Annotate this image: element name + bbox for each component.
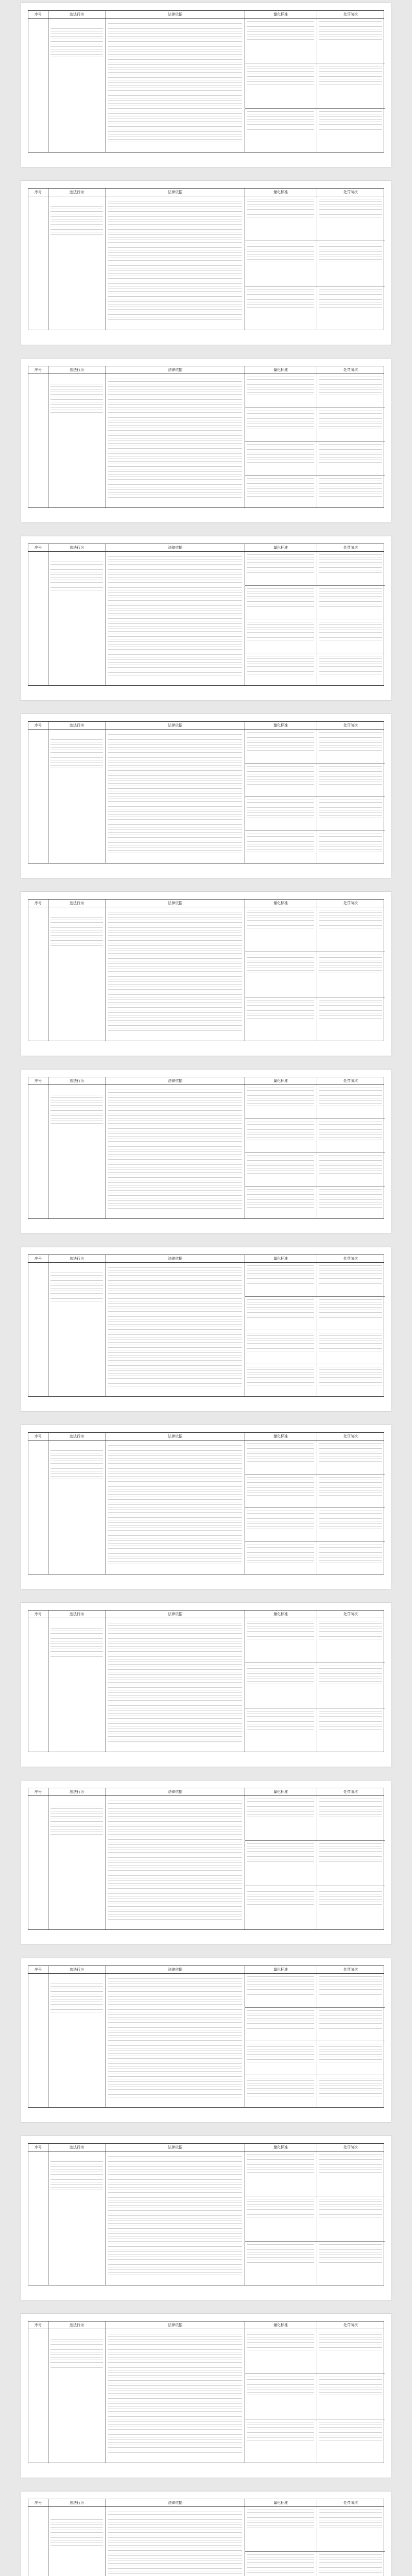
regulation-table — [28, 1610, 384, 1752]
table-header-cell: 量化标准 — [273, 1612, 288, 1616]
row-divider — [245, 1507, 385, 1508]
table-cell-text — [319, 1299, 382, 1320]
table-cell-text — [247, 2554, 314, 2575]
table-cell-text — [247, 1711, 314, 1732]
table-cell-text — [247, 800, 314, 820]
table-header-cell: 量化标准 — [273, 190, 288, 194]
document-page — [21, 2314, 391, 2478]
table-cell-text — [247, 478, 314, 499]
row-divider — [245, 108, 385, 109]
table-header-cell: 量化标准 — [273, 2145, 288, 2149]
table-cell-text — [108, 1801, 242, 1920]
table-cell-text — [108, 2512, 242, 2576]
regulation-table — [28, 1077, 384, 1219]
table-header-cell: 量化标准 — [273, 723, 288, 727]
document-page — [21, 1425, 391, 1589]
table-cell-text — [247, 1889, 314, 1909]
document-page — [21, 714, 391, 878]
table-cell-text — [319, 656, 382, 676]
table-header-cell: 序号 — [35, 2323, 42, 2327]
table-cell-text — [319, 111, 382, 132]
table-cell-text — [319, 1122, 382, 1142]
table-header-cell: 违法行为 — [70, 1434, 84, 1438]
table-cell-text — [247, 411, 314, 431]
table-cell-text — [50, 739, 103, 770]
table-header-cell: 处罚阶次 — [344, 2501, 358, 2505]
table-header-cell: 违法行为 — [70, 2323, 84, 2327]
table-cell-text — [247, 1189, 314, 1210]
table-cell-text — [319, 478, 382, 499]
table-header-cell: 量化标准 — [273, 546, 288, 550]
table-cell-text — [319, 1000, 382, 1021]
regulation-table — [28, 2321, 384, 2463]
table-header-cell: 法律依据 — [168, 1790, 182, 1794]
table-cell-text — [247, 1621, 314, 1641]
table-cell-text — [50, 1984, 103, 2014]
table-cell-text — [247, 1666, 314, 1686]
table-cell-text — [108, 2156, 242, 2276]
table-header-cell: 违法行为 — [70, 190, 84, 194]
table-cell-text — [108, 912, 242, 1031]
table-cell-text — [319, 66, 382, 87]
table-cell-text — [319, 21, 382, 42]
document-page — [21, 1247, 391, 1411]
table-header-cell: 法律依据 — [168, 1612, 182, 1616]
table-cell-text — [319, 1333, 382, 1353]
table-cell-text — [319, 2422, 382, 2443]
table-header-cell: 违法行为 — [70, 901, 84, 905]
table-cell-text — [247, 1155, 314, 1176]
table-header-cell: 处罚阶次 — [344, 1434, 358, 1438]
row-divider — [245, 1296, 385, 1297]
table-header-cell: 序号 — [35, 2145, 42, 2149]
table-cell-text — [247, 21, 314, 42]
table-header-cell: 处罚阶次 — [344, 723, 358, 727]
document-page — [21, 1781, 391, 1944]
table-cell-text — [319, 2554, 382, 2575]
table-header-cell: 序号 — [35, 723, 42, 727]
table-header-cell: 违法行为 — [70, 1968, 84, 1972]
table-header-cell: 法律依据 — [168, 190, 182, 194]
table-cell-text — [50, 1628, 103, 1659]
table-cell-text — [319, 1711, 382, 1732]
table-cell-text — [319, 2510, 382, 2530]
table-cell-text — [247, 2199, 314, 2219]
table-cell-text — [319, 1367, 382, 1387]
table-header-cell: 量化标准 — [273, 1968, 288, 1972]
table-cell-text — [319, 1621, 382, 1641]
table-header-cell: 序号 — [35, 546, 42, 550]
table-header-cell: 序号 — [35, 368, 42, 372]
regulation-table — [28, 1788, 384, 1930]
regulation-table — [28, 10, 384, 152]
row-divider — [245, 585, 385, 586]
table-cell-text — [319, 588, 382, 609]
document-page — [21, 3, 391, 167]
table-header-cell: 序号 — [35, 12, 42, 16]
table-cell-text — [319, 444, 382, 465]
table-header-cell: 量化标准 — [273, 2501, 288, 2505]
table-cell-text — [247, 554, 314, 575]
row-divider — [245, 1541, 385, 1542]
table-header-cell: 序号 — [35, 901, 42, 905]
table-cell-text — [50, 2339, 103, 2370]
table-header-cell: 量化标准 — [273, 2323, 288, 2327]
table-header-cell: 违法行为 — [70, 2501, 84, 2505]
table-cell-text — [247, 910, 314, 930]
table-header-cell: 法律依据 — [168, 1968, 182, 1972]
table-cell-text — [319, 2332, 382, 2352]
table-header-cell: 法律依据 — [168, 2145, 182, 2149]
table-cell-text — [247, 1545, 314, 1565]
table-header-cell: 量化标准 — [273, 901, 288, 905]
table-cell-text — [319, 411, 382, 431]
regulation-table — [28, 2499, 384, 2576]
regulation-table — [28, 899, 384, 1041]
table-cell-text — [319, 1511, 382, 1531]
table-cell-text — [247, 1367, 314, 1387]
regulation-table — [28, 188, 384, 330]
table-header-cell: 处罚阶次 — [344, 368, 358, 372]
table-cell-text — [247, 2244, 314, 2265]
table-cell-text — [319, 1189, 382, 1210]
table-header-cell: 处罚阶次 — [344, 1257, 358, 1261]
table-cell-text — [247, 2510, 314, 2530]
table-cell-text — [319, 1843, 382, 1864]
row-divider — [245, 2551, 385, 2552]
regulation-table — [28, 1965, 384, 2108]
table-header-cell: 序号 — [35, 1790, 42, 1794]
table-cell-text — [50, 917, 103, 948]
table-cell-text — [247, 834, 314, 854]
table-cell-text — [319, 800, 382, 820]
table-header-cell: 处罚阶次 — [344, 2145, 358, 2149]
regulation-table — [28, 1255, 384, 1397]
table-header-cell: 法律依据 — [168, 2501, 182, 2505]
document-page — [21, 1958, 391, 2122]
table-cell-text — [319, 910, 382, 930]
row-divider — [245, 2241, 385, 2242]
table-header-cell: 量化标准 — [273, 368, 288, 372]
table-cell-text — [247, 2044, 314, 2064]
table-cell-text — [108, 379, 242, 498]
table-header-cell: 处罚阶次 — [344, 1790, 358, 1794]
table-cell-text — [319, 622, 382, 642]
table-header-cell: 违法行为 — [70, 368, 84, 372]
table-cell-text — [319, 1666, 382, 1686]
table-cell-text — [247, 2078, 314, 2098]
table-header-cell: 处罚阶次 — [344, 12, 358, 16]
table-header-cell: 法律依据 — [168, 1257, 182, 1261]
table-cell-text — [319, 1088, 382, 1108]
table-cell-text — [247, 377, 314, 397]
table-cell-text — [108, 1978, 242, 2098]
table-cell-text — [108, 1267, 242, 1387]
table-header-cell: 违法行为 — [70, 12, 84, 16]
table-header-cell: 违法行为 — [70, 1612, 84, 1616]
document-page — [21, 1070, 391, 1233]
table-cell-text — [247, 2010, 314, 2031]
table-cell-text — [319, 1799, 382, 1819]
table-header-cell: 处罚阶次 — [344, 546, 358, 550]
table-cell-text — [247, 111, 314, 132]
table-cell-text — [319, 766, 382, 787]
table-cell-text — [247, 444, 314, 465]
table-cell-text — [108, 201, 242, 320]
table-cell-text — [108, 734, 242, 854]
table-header-cell: 处罚阶次 — [344, 1612, 358, 1616]
table-cell-text — [319, 2154, 382, 2175]
table-cell-text — [319, 2199, 382, 2219]
table-cell-text — [319, 955, 382, 975]
table-cell-text — [319, 1265, 382, 1286]
document-page — [21, 892, 391, 1056]
table-cell-text — [319, 1545, 382, 1565]
table-header-cell: 法律依据 — [168, 723, 182, 727]
table-cell-text — [319, 1155, 382, 1176]
table-cell-text — [319, 732, 382, 753]
table-cell-text — [108, 23, 242, 143]
table-cell-text — [247, 1443, 314, 1464]
regulation-table — [28, 2143, 384, 2285]
table-cell-text — [247, 2422, 314, 2443]
table-header-cell: 法律依据 — [168, 1079, 182, 1083]
document-page — [21, 536, 391, 700]
table-header-cell: 量化标准 — [273, 12, 288, 16]
document-page — [21, 1603, 391, 1767]
table-cell-text — [247, 1976, 314, 1997]
table-cell-text — [319, 377, 382, 397]
table-cell-text — [247, 1511, 314, 1531]
document-page — [21, 181, 391, 345]
table-header-cell: 序号 — [35, 1612, 42, 1616]
table-cell-text — [247, 732, 314, 753]
table-header-cell: 违法行为 — [70, 2145, 84, 2149]
table-header-cell: 处罚阶次 — [344, 1079, 358, 1083]
table-cell-text — [247, 1122, 314, 1142]
table-cell-text — [247, 1843, 314, 1864]
table-header-cell: 序号 — [35, 1257, 42, 1261]
table-cell-text — [108, 556, 242, 676]
row-divider — [245, 1840, 385, 1841]
table-cell-text — [108, 1445, 242, 1565]
table-cell-text — [319, 834, 382, 854]
row-divider — [245, 1474, 385, 1475]
table-cell-text — [50, 206, 103, 237]
table-cell-text — [50, 562, 103, 592]
table-header-cell: 量化标准 — [273, 1079, 288, 1083]
table-cell-text — [247, 2154, 314, 2175]
row-divider — [245, 475, 385, 476]
row-divider — [245, 796, 385, 797]
table-cell-text — [319, 1889, 382, 1909]
table-cell-text — [50, 2161, 103, 2192]
table-cell-text — [247, 1088, 314, 1108]
table-header-cell: 法律依据 — [168, 368, 182, 372]
table-cell-text — [247, 2332, 314, 2352]
table-cell-text — [50, 1095, 103, 1126]
table-header-cell: 量化标准 — [273, 1790, 288, 1794]
table-header-cell: 量化标准 — [273, 1434, 288, 1438]
table-cell-text — [247, 66, 314, 87]
document-page — [21, 2136, 391, 2300]
row-divider — [245, 763, 385, 764]
table-cell-text — [319, 1477, 382, 1498]
table-cell-text — [319, 2377, 382, 2397]
table-cell-text — [247, 656, 314, 676]
table-cell-text — [247, 1333, 314, 1353]
table-cell-text — [50, 384, 103, 415]
table-cell-text — [247, 1299, 314, 1320]
table-header-cell: 法律依据 — [168, 2323, 182, 2327]
table-cell-text — [108, 2334, 242, 2453]
table-cell-text — [319, 2010, 382, 2031]
table-cell-text — [50, 1450, 103, 1481]
table-cell-text — [247, 199, 314, 219]
table-cell-text — [50, 2517, 103, 2548]
table-header-cell: 量化标准 — [273, 1257, 288, 1261]
table-header-cell: 序号 — [35, 190, 42, 194]
table-cell-text — [247, 244, 314, 264]
table-header-cell: 处罚阶次 — [344, 190, 358, 194]
table-cell-text — [319, 244, 382, 264]
row-divider — [245, 1118, 385, 1119]
regulation-table — [28, 544, 384, 686]
table-header-cell: 处罚阶次 — [344, 1968, 358, 1972]
regulation-table — [28, 721, 384, 863]
table-cell-text — [247, 588, 314, 609]
row-divider — [245, 1186, 385, 1187]
table-cell-text — [247, 622, 314, 642]
table-header-cell: 法律依据 — [168, 1434, 182, 1438]
table-cell-text — [108, 1090, 242, 1209]
table-cell-text — [50, 1806, 103, 1837]
table-cell-text — [319, 1976, 382, 1997]
table-cell-text — [247, 1000, 314, 1021]
table-cell-text — [247, 955, 314, 975]
table-header-cell: 法律依据 — [168, 546, 182, 550]
table-cell-text — [247, 1265, 314, 1286]
table-cell-text — [319, 2244, 382, 2265]
table-header-cell: 处罚阶次 — [344, 2323, 358, 2327]
table-header-cell: 序号 — [35, 1968, 42, 1972]
table-header-cell: 序号 — [35, 2501, 42, 2505]
table-header-cell: 违法行为 — [70, 1079, 84, 1083]
row-divider — [245, 441, 385, 442]
table-header-cell: 序号 — [35, 1079, 42, 1083]
table-cell-text — [247, 2377, 314, 2397]
table-cell-text — [319, 2078, 382, 2098]
table-cell-text — [50, 1273, 103, 1303]
table-cell-text — [319, 554, 382, 575]
table-header-cell: 违法行为 — [70, 723, 84, 727]
row-divider — [245, 1152, 385, 1153]
table-header-cell: 违法行为 — [70, 546, 84, 550]
table-header-cell: 违法行为 — [70, 1257, 84, 1261]
row-divider — [245, 2007, 385, 2008]
table-cell-text — [247, 289, 314, 310]
table-cell-text — [247, 1477, 314, 1498]
table-cell-text — [319, 289, 382, 310]
table-cell-text — [50, 28, 103, 59]
regulation-table — [28, 366, 384, 508]
table-cell-text — [108, 1623, 242, 1742]
table-header-cell: 法律依据 — [168, 901, 182, 905]
table-header-cell: 序号 — [35, 1434, 42, 1438]
table-cell-text — [247, 1799, 314, 1819]
table-header-cell: 违法行为 — [70, 1790, 84, 1794]
document-page — [21, 359, 391, 522]
table-cell-text — [319, 2044, 382, 2064]
table-cell-text — [247, 766, 314, 787]
table-header-cell: 处罚阶次 — [344, 901, 358, 905]
table-cell-text — [319, 1443, 382, 1464]
document-page — [21, 2492, 391, 2576]
table-header-cell: 法律依据 — [168, 12, 182, 16]
table-cell-text — [319, 199, 382, 219]
regulation-table — [28, 1432, 384, 1574]
